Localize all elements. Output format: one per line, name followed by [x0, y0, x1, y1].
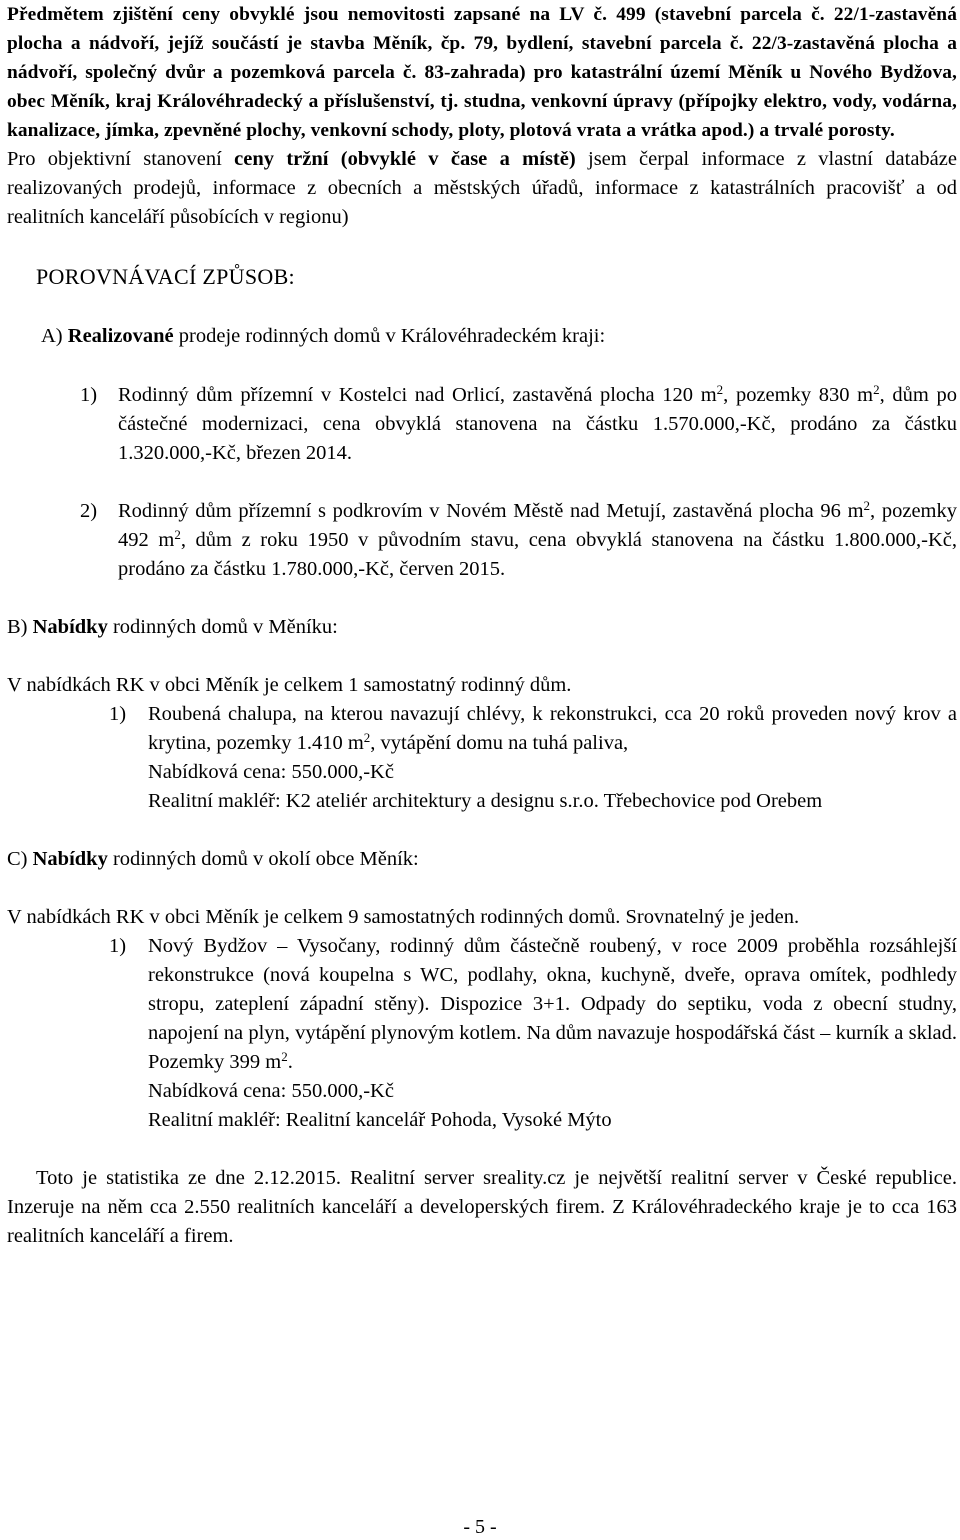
document-page — [7, 0, 957, 1251]
section-a-item-1 — [80, 381, 957, 468]
spacer — [7, 584, 957, 613]
section-c-summary: V nabídkách RK v obci Měník je celkem 9 samostatných rodinných domů. Srovnatelný je jeden. — [7, 906, 800, 928]
section-b-summary: V nabídkách RK v obci Měník je celkem 1 samostatný rodinný dům. — [7, 674, 572, 696]
superscript: 2 — [863, 498, 871, 513]
list-number: 1) — [80, 384, 98, 406]
item-text-part: , vytápění domu na tuhá paliva, — [370, 732, 629, 754]
superscript: 2 — [363, 730, 371, 745]
superscript: 2 — [174, 527, 181, 542]
statistic-paragraph: Toto je statistika ze dne 2.12.2015. Realitní server sreality.cz je největší realitní server v České republice. Inzeruje na něm cca 2.550 realitních kanceláří a developerských firem. Z Královéhradeckého kraje je to cca 163 realitních kanceláří a firem. — [7, 1167, 957, 1247]
spacer — [7, 1135, 957, 1164]
section-c-bold: Nabídky — [32, 848, 108, 870]
item-text-part: . — [287, 1051, 293, 1073]
list-number: 2) — [80, 500, 98, 522]
section-a-prefix: A) — [41, 325, 68, 347]
real-estate-agent: Realitní makléř: K2 ateliér architektury a designu s.r.o. Třebechovice pod Orebem — [148, 790, 823, 812]
item-text-part: , pozemky 830 m — [723, 384, 874, 406]
offer-price: Nabídková cena: 550.000,-Kč — [148, 761, 394, 783]
item-text-part: Roubená chalupa, na kterou navazují chlévy, k rekonstrukci, cca 20 roků proveden nový krov a krytina, pozemky 1.410 m — [148, 703, 957, 754]
item-text-part: , dům po částečné modernizaci, cena obvyklá stanovena na částku 1.570.000,-Kč, prodáno za částku 1.320.000,-Kč, březen 2014. — [118, 384, 958, 464]
spacer — [7, 642, 957, 671]
list-item-text — [148, 700, 957, 816]
offer-price: Nabídková cena: 550.000,-Kč — [148, 1080, 394, 1102]
property-description: Předmětem zjištění ceny obvyklé jsou nemovitosti zapsané na LV č. 499 (stavební parcela č. 22/1-zastavěná plocha a nádvoří, jejíž součástí je stavba Měník, čp. 79, bydlení, stavební parcela č. 22/3-zastavěná plocha a nádvoří, společný dvůr a pozemková parcela č. 83-zahrada) pro katastrální území Měník u Nového Bydžova, obec Měník, kraj Královéhradecký a příslušenství, tj. studna, venkovní úpravy (přípojky elektro, vody, vodárna, kanalizace, jímka, zpevněné plochy, venkovní schody, ploty, plotová vrata a vrátka apod.) a trvalé porosty. — [7, 4, 957, 141]
list-number: 1) — [109, 935, 127, 957]
superscript: 2 — [873, 382, 880, 397]
method-title: POROVNÁVACÍ ZPŮSOB: — [36, 264, 295, 289]
section-b-prefix: B) — [7, 616, 33, 638]
item-text-part: Rodinný dům přízemní s podkrovím v Novém Městě nad Metují, zastavěná plocha 96 m — [118, 500, 864, 522]
section-a-item-2 — [80, 497, 957, 584]
item-text-part: , pozemky 492 m — [118, 500, 957, 551]
spacer — [7, 874, 957, 903]
item-description — [148, 932, 957, 1077]
source-paragraph — [7, 145, 957, 232]
section-b-bold: Nabídky — [32, 616, 108, 638]
section-c-heading — [7, 845, 957, 874]
section-c-prefix: C) — [7, 848, 33, 870]
superscript: 2 — [716, 382, 724, 397]
section-a-rest: prodeje rodinných domů v Královéhradeckém kraji: — [173, 325, 606, 347]
source-text-end: jsem čerpal informace z vlastní databáze realizovaných prodejů, informace z obecních a městských úřadů, informace z katastrálních pracovišť a od realitních kanceláří působících v regionu) — [7, 148, 957, 228]
section-b-heading — [7, 613, 957, 642]
item-text-part: Rodinný dům přízemní v Kostelci nad Orlicí, zastavěná plocha 120 m — [118, 384, 717, 406]
item-description — [148, 700, 957, 758]
section-c-item-1 — [109, 932, 957, 1135]
section-a-heading — [41, 322, 957, 351]
list-item-text — [148, 932, 957, 1135]
superscript: 2 — [281, 1049, 288, 1064]
item-text-part: Nový Bydžov – Vysočany, rodinný dům částečně roubený, v roce 2009 proběhla rozsáhlejší rekonstrukce (nová koupelna s WC, podlahy, okna, kuchyně, dveře, oprava omítek, podhledy stropu, zateplení západní stěny). Dispozice 3+1. Odpady do septiku, voda z obecní studny, napojení na plyn, vytápění plynovým kotlem. Na dům navazuje hospodářská část – kurník a sklad. Pozemky 399 m — [148, 935, 957, 1073]
list-number: 1) — [109, 703, 127, 725]
source-text-start: Pro objektivní stanovení — [7, 148, 235, 170]
list-item-text — [118, 381, 957, 468]
list-item-text — [118, 497, 957, 584]
section-b-rest: rodinných domů v Měníku: — [107, 616, 338, 638]
section-a-bold: Realizované — [67, 325, 174, 347]
page-number: - 5 - — [463, 1516, 497, 1538]
section-c-rest: rodinných domů v okolí obce Měník: — [107, 848, 419, 870]
real-estate-agent: Realitní makléř: Realitní kancelář Pohoda, Vysoké Mýto — [148, 1109, 612, 1131]
spacer — [7, 816, 957, 845]
source-text-bold: ceny tržní (obvyklé v čase a místě) — [234, 148, 576, 170]
item-text-part: , dům z roku 1950 v původním stavu, cena obvyklá stanovena na částku 1.800.000,-Kč, prodáno za částku 1.780.000,-Kč, červen 2015. — [118, 529, 958, 580]
section-b-item-1 — [109, 700, 957, 816]
